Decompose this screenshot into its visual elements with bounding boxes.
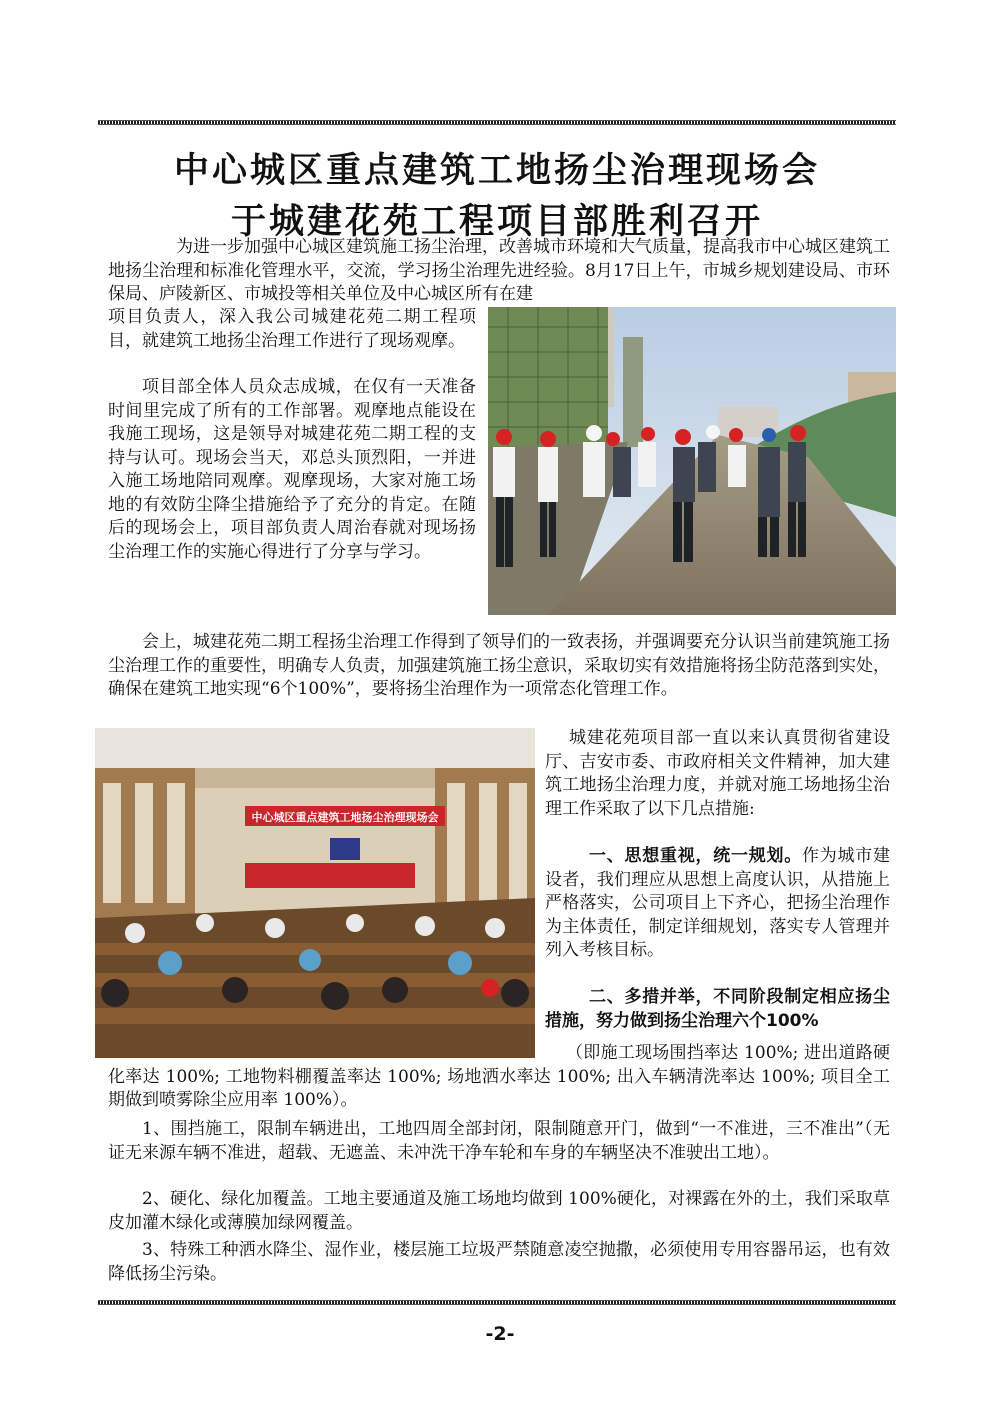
measure-1-heading: 一、思想重视，统一规划。: [589, 846, 802, 866]
measure-2-text: （即施工现场围挡率达 100%; 进出道路硬化率达 100%; 工地物料棚覆盖率达 100%; 场地洒水率达 100%; 出入车辆清洗率达 100%; 项目全工期做到喷雾除尘应用率 100%）。: [108, 1043, 890, 1110]
measure-2-heading: 二、多措并举，不同阶段制定相应扬尘措施，努力做到扬尘治理六个100%: [545, 987, 890, 1031]
meeting-hall-photo: [95, 728, 535, 1058]
measure-1-paragraph: [545, 845, 890, 963]
praise-paragraph: 会上，城建花苑二期工程扬尘治理工作得到了领导们的一致表扬，并强调要充分认识当前建筑施工扬尘治理工作的重要性，明确专人负责，加强建筑施工扬尘意识，采取切实有效措施将扬尘防范落到实处，确保在建筑工地实现“6个100%”，要将扬尘治理作为一项常态化管理工作。: [108, 632, 890, 699]
measures-intro-paragraph: 城建花苑项目部一直以来认真贯彻省建设厅、吉安市委、市政府相关文件精神，加大建筑工地扬尘治理力度，并就对施工场地扬尘治理工作采取了以下几点措施:: [545, 728, 890, 819]
bottom-divider: [98, 1300, 896, 1305]
item-1: 1、围挡施工，限制车辆进出，工地四周全部封闭，限制随意开门，做到“一不准进，三不准出”（无证无来源车辆不准进，超载、无遮盖、未冲洗干净车轮和车身的车辆坚决不准驶出工地）。: [108, 1119, 890, 1163]
preparation-paragraph: 项目部全体人员众志成城，在仅有一天准备时间里完成了所有的工作部署。观摩地点能设在我施工现场，这是领导对城建花苑二期工程的支持与认可。现场会当天，邓总头顶烈阳，一并进入施工场地陪同观摩。观摩现场，大家对施工场地的有效防尘降尘措施给予了充分的肯定。在随后的现场会上，项目部负责人周治春就对现场扬尘治理工作的实施心得进行了分享与学习。: [108, 377, 476, 562]
headline-line-1: 中心城区重点建筑工地扬尘治理现场会: [173, 151, 820, 191]
page-number: -2-: [485, 1323, 515, 1345]
item-3: 3、特殊工种洒水降尘、湿作业，楼层施工垃圾严禁随意凌空抛撒，必须使用专用容器吊运，也有效降低扬尘污染。: [108, 1240, 890, 1284]
intro-paragraph: 为进一步加强中心城区建筑施工扬尘治理，改善城市环境和大气质量，提高我市中心城区建筑工地扬尘治理和标准化管理水平，交流，学习扬尘治理先进经验。8月17日上午，市城乡规划建设局、市环保局、庐陵新区、市城投等相关单位及中心城区所有在建: [108, 237, 890, 304]
item-2: 2、硬化、绿化加覆盖。工地主要通道及施工场地均做到 100%硬化，对裸露在外的土，我们采取草皮加灌木绿化或薄膜加绿网覆盖。: [108, 1189, 890, 1233]
site-inspection-photo: [488, 307, 896, 615]
top-divider: [98, 120, 896, 125]
headline-line-2: 于城建花苑工程项目部胜利召开: [230, 202, 763, 242]
measure-2-heading-paragraph: [545, 986, 890, 1033]
measure-1-text: 作为城市建设者，我们理应从思想上高度认识，从措施上严格落实，公司项目上下齐心，把扬尘治理作为主体责任，制定详细规划，落实专人管理并列入考核目标。: [545, 846, 890, 960]
meeting-banner-text: 中心城区重点建筑工地扬尘治理现场会: [251, 811, 439, 824]
intro-paragraph-continued: 项目负责人，深入我公司城建花苑二期工程项目，就建筑工地扬尘治理工作进行了现场观摩。: [108, 307, 476, 351]
